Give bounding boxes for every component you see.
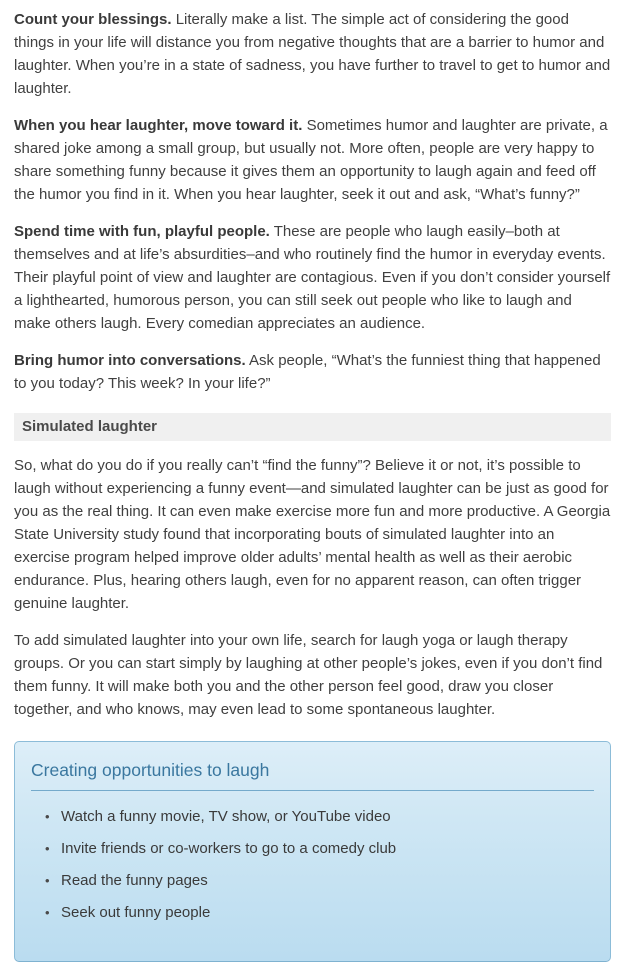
tip-lead: Bring humor into conversations. (14, 352, 246, 369)
tip-paragraph-move-toward-laughter (14, 114, 611, 206)
callout-title: Creating opportunities to laugh (31, 760, 594, 791)
tip-text: Literally make a list. The simple act of considering the good things in your life will distance you from negative thoughts that are a barrier to humor and laughter. When you’re in a state of sadness, you have further to travel to get to humor and laughter. (14, 11, 611, 97)
bullet-icon: • (45, 809, 50, 824)
list-item (45, 901, 594, 924)
tip-lead: Count your blessings. (14, 11, 172, 28)
tip-text: Sometimes humor and laughter are private, a shared joke among a small group, but usually not. More often, people are very happy to share something funny because it gives them an opportunity to laugh again and feed off the humor you find in it. When you hear laughter, seek it out and ask, “What’s funny?” (14, 117, 608, 203)
list-item-text: Watch a funny movie, TV show, or YouTube video (61, 808, 391, 825)
section-paragraph: So, what do you do if you really can’t “find the funny”? Believe it or not, it’s possible to laugh without experiencing a funny event—and simulated laughter can be just as good for you as the real thing. It can even make exercise more fun and more productive. A Georgia State University study found that incorporating bouts of simulated laughter into an exercise program helped improve older adults’ mental health as well as their aerobic endurance. Plus, hearing others laugh, even for no apparent reason, can often trigger genuine laughter. (14, 457, 611, 612)
callout-list (31, 805, 594, 924)
callout-box-creating-opportunities (14, 741, 611, 962)
tip-paragraph-count-your-blessings (14, 8, 611, 100)
list-item (45, 837, 594, 860)
bullet-icon: • (45, 873, 50, 888)
list-item-text: Invite friends or co-workers to go to a comedy club (61, 840, 397, 857)
tip-text: Ask people, “What’s the funniest thing that happened to you today? This week? In your life?” (14, 352, 601, 392)
section-header-simulated-laughter: Simulated laughter (14, 413, 611, 441)
bullet-icon: • (45, 841, 50, 856)
tip-paragraph-humor-in-conversations (14, 349, 611, 395)
list-item (45, 869, 594, 892)
bullet-icon: • (45, 905, 50, 920)
tip-lead: Spend time with fun, playful people. (14, 223, 270, 240)
list-item (45, 805, 594, 828)
tip-text: These are people who laugh easily–both at themselves and at life’s absurdities–and who routinely find the humor in everyday events. Their playful point of view and laughter are contagious. Even if you don’t consider yourself a lighthearted, humorous person, you can still seek out people who like to laugh and make others laugh. Every comedian appreciates an audience. (14, 223, 611, 332)
list-item-text: Seek out funny people (61, 904, 211, 921)
section-paragraph: To add simulated laughter into your own life, search for laugh yoga or laugh therapy groups. Or you can start simply by laughing at other people’s jokes, even if you don’t find them funny. It will make both you and the other person feel good, draw you closer together, and who knows, may even lead to some spontaneous laughter. (14, 632, 603, 718)
list-item-text: Read the funny pages (61, 872, 208, 889)
tip-lead: When you hear laughter, move toward it. (14, 117, 303, 134)
tip-paragraph-playful-people (14, 220, 611, 335)
